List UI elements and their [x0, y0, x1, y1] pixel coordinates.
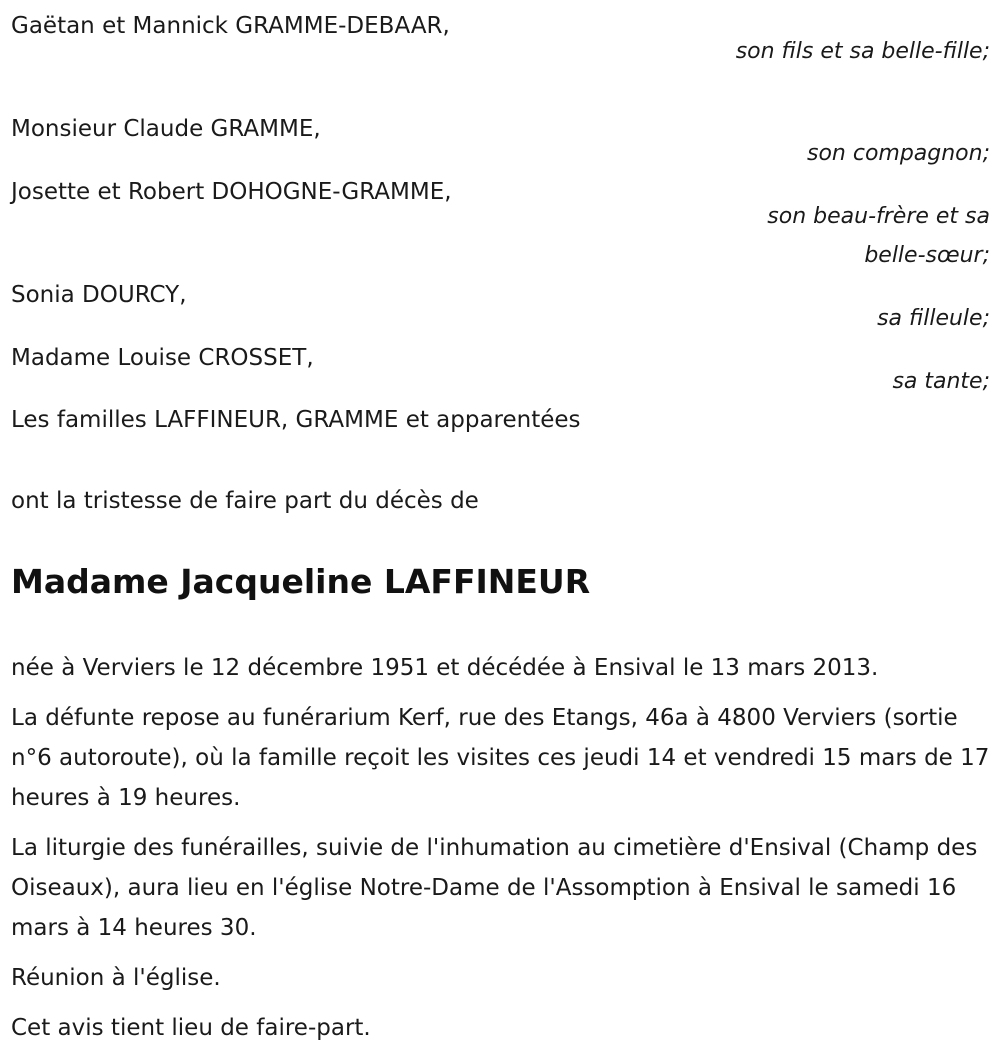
family-member-relation: sa tante; — [892, 369, 990, 394]
families-line: Les familles LAFFINEUR, GRAMME et apparentées — [11, 407, 581, 433]
family-member-name: Madame Louise CROSSET, — [11, 345, 314, 371]
family-member-name: Josette et Robert DOHOGNE-GRAMME, — [11, 179, 452, 205]
family-member-relation: son fils et sa belle-fille; — [735, 39, 990, 64]
family-member-name: Monsieur Claude GRAMME, — [11, 116, 321, 142]
closing-paragraph: Cet avis tient lieu de faire-part. — [11, 1015, 371, 1041]
deceased-name: Madame Jacqueline LAFFINEUR — [11, 562, 591, 601]
family-member-name: Gaëtan et Mannick GRAMME-DEBAAR, — [11, 13, 450, 39]
funeral-paragraph: La liturgie des funérailles, suivie de l'inhumation au cimetière d'Ensival (Champ des Oiseaux), aura lieu en l'église Notre-Dame de l'Assomption à Ensival le samedi 16 mars à 14 heures 30. — [11, 835, 978, 941]
meeting-paragraph: Réunion à l'église. — [11, 965, 221, 991]
family-member-relation: sa filleule; — [877, 306, 990, 331]
birth-death-paragraph: née à Verviers le 12 décembre 1951 et décédée à Ensival le 13 mars 2013. — [11, 655, 879, 681]
visitation-paragraph: La défunte repose au funérarium Kerf, rue des Etangs, 46a à 4800 Verviers (sortie n°6 autoroute), où la famille reçoit les visites ces jeudi 14 et vendredi 15 mars de 17 heures à 19 heures. — [11, 705, 990, 811]
family-member-relation: son compagnon; — [806, 141, 990, 166]
announcement: ont la tristesse de faire part du décès de — [11, 488, 479, 514]
family-member-name: Sonia DOURCY, — [11, 282, 187, 308]
family-member-relation: son beau-frère et sa belle-sœur; — [767, 204, 990, 268]
